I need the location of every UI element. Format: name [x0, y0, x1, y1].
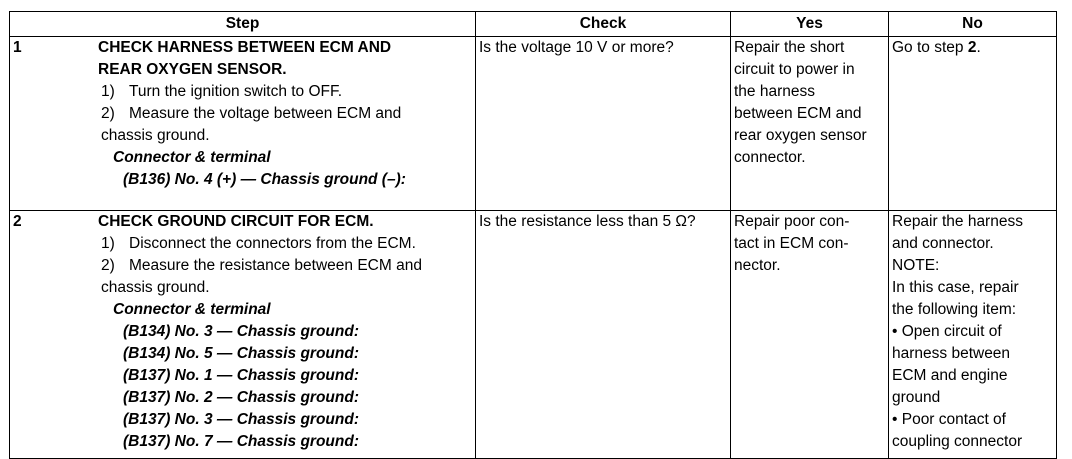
step-number: 1 — [13, 39, 22, 56]
table-row — [10, 37, 1057, 211]
check-cell: Is the voltage 10 V or more? — [476, 37, 731, 211]
terminal-line: (B136) No. 4 (+) — Chassis ground (–): — [123, 171, 406, 188]
substep-continued: chassis ground. — [101, 127, 210, 144]
substep: 2) Measure the resistance between ECM and — [101, 257, 422, 274]
diagnostic-table — [9, 11, 1057, 459]
header-no: No — [889, 12, 1057, 37]
step-number: 2 — [13, 213, 22, 230]
terminal-line: (B137) No. 2 — Chassis ground: — [123, 389, 359, 406]
terminal-line: (B134) No. 5 — Chassis ground: — [123, 345, 359, 362]
substep: 1) Turn the ignition switch to OFF. — [101, 83, 343, 100]
substep-continued: chassis ground. — [101, 279, 210, 296]
substep: 2) Measure the voltage between ECM and — [101, 105, 402, 122]
header-step: Step — [10, 12, 476, 37]
connector-label: Connector & terminal — [113, 301, 271, 318]
no-cell: Repair the harness and connector. NOTE: In this case, repair the following item: • Open circuit of harness between ECM and engine ground • Poor contact of coupling connector — [889, 211, 1057, 459]
header-row — [10, 12, 1057, 37]
yes-cell: Repair poor con- tact in ECM con- nector. — [731, 211, 889, 459]
header-check: Check — [476, 12, 731, 37]
substep: 1) Disconnect the connectors from the ECM. — [101, 235, 416, 252]
yes-cell: Repair the short circuit to power in the harness between ECM and rear oxygen sensor connector. — [731, 37, 889, 211]
check-cell: Is the resistance less than 5 Ω? — [476, 211, 731, 459]
connector-label: Connector & terminal — [113, 149, 271, 166]
terminal-line: (B137) No. 3 — Chassis ground: — [123, 411, 359, 428]
terminal-line: (B137) No. 1 — Chassis ground: — [123, 367, 359, 384]
terminal-line: (B137) No. 7 — Chassis ground: — [123, 433, 359, 450]
step-heading: CHECK HARNESS BETWEEN ECM AND — [98, 39, 392, 56]
header-yes: Yes — [731, 12, 889, 37]
terminal-line: (B134) No. 3 — Chassis ground: — [123, 323, 359, 340]
step-heading: REAR OXYGEN SENSOR. — [98, 61, 287, 78]
step-heading: CHECK GROUND CIRCUIT FOR ECM. — [98, 213, 374, 230]
no-cell: Go to step 2. — [889, 37, 1057, 211]
table-row — [10, 211, 1057, 459]
step-cell — [10, 211, 476, 459]
step-cell — [10, 37, 476, 211]
